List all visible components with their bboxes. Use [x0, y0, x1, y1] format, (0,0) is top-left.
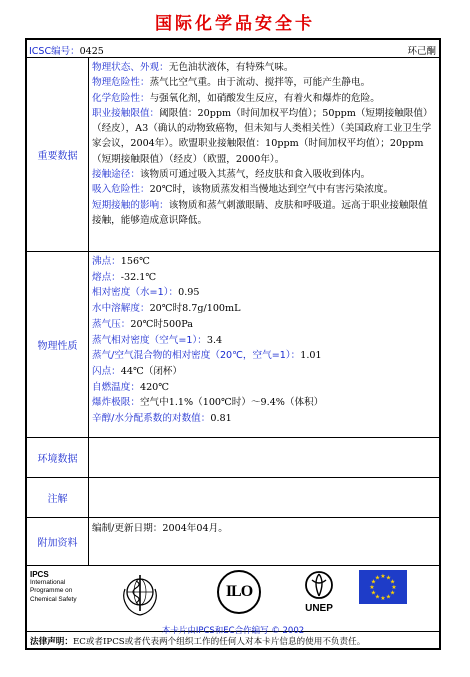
section-important: [27, 58, 439, 252]
property-item: 蒸气压：20℃时500Pa: [92, 318, 193, 330]
important-item: 物理状态、外观：无色油状液体，有特殊气味。: [92, 62, 294, 73]
eu-star-icon: ★: [380, 573, 386, 581]
eu-flag-icon: [359, 570, 407, 604]
eu-star-icon: ★: [370, 578, 377, 586]
property-item: 蒸气相对密度（空气=1）：3.4: [92, 334, 223, 346]
important-item: 物理危险性：蒸气比空气重。由于流动、搅拌等，可能产生静电。: [92, 77, 371, 89]
section-physical-body: [89, 252, 439, 437]
eu-star-icon: ★: [370, 589, 377, 597]
section-extra-body: 编制/更新日期：2004年04月。: [92, 523, 228, 534]
unep-logo: UNEP: [297, 570, 341, 614]
unep-emblem-icon: [304, 570, 334, 600]
property-item: 闪点：44℃（闭杯）: [92, 365, 183, 377]
property-item: 自燃温度：420℃: [92, 381, 170, 393]
icsc-label: ICSC编号：: [29, 46, 80, 57]
section-label: 注解: [27, 478, 89, 517]
section-label: 物理性质: [27, 252, 89, 437]
important-item: 化学危险性：与强氧化剂，如硝酸发生反应，有着火和爆炸的危险。: [92, 92, 380, 104]
section-environment-body: [89, 438, 439, 477]
eu-star-icon: ★: [389, 589, 396, 597]
section-extra: [27, 518, 439, 566]
important-item: 职业接触限值：阈限值：20ppm（时间加权平均值）；50ppm（短期接触限值）（经皮），A3（确认的动物致癌物，但未知与人类相关性）（美国政府工业卫生学家会议，2004年）。欧盟职业接触限值：10ppm（时间加权平均值）；20ppm（短期接触限值）（经皮）（欧盟，2000年）。: [92, 107, 433, 165]
section-notes-body: [89, 478, 439, 517]
eu-star-icon: ★: [391, 584, 397, 592]
cooperation-caption: 本卡片由IPCS和EC合作编写 © 2002: [161, 626, 305, 636]
eu-star-icon: ★: [380, 595, 386, 603]
important-item: 吸入危险性：20℃时，该物质蒸发相当慢地达到空气中有害污染浓度。: [92, 184, 394, 196]
property-item: 水中溶解度：20℃时8.7g/100mL: [92, 303, 241, 315]
eu-star-icon: ★: [385, 593, 392, 601]
card-title: 国际化学品安全卡: [155, 14, 315, 34]
section-environment: [27, 438, 439, 478]
eu-star-icon: ★: [374, 593, 381, 601]
section-label: 重要数据: [27, 58, 89, 251]
property-item: 沸点：156℃: [92, 256, 150, 267]
legal-label: 法律声明：: [30, 637, 73, 647]
section-physical: [27, 252, 439, 438]
section-label: 附加资料: [27, 518, 89, 565]
eu-star-icon: ★: [389, 578, 396, 586]
property-item: 辛醇/水分配系数的对数值：0.81: [92, 413, 232, 425]
header-row: [27, 40, 439, 58]
section-notes: [27, 478, 439, 518]
safety-card: [25, 38, 441, 650]
important-item: 短期接触的影响：该物质和蒸气刺激眼睛、皮肤和呼吸道。远高于职业接触限值接触，能够造成意识降低。: [92, 199, 428, 226]
section-important-body: [89, 58, 439, 251]
icsc-number: 0425: [79, 46, 104, 57]
legal-text: EC或者IPCS或者代表两个组织工作的任何人对本卡片信息的使用不负责任。: [72, 637, 366, 647]
ipcs-logo: IPCS International Programme on Chemical Safety: [30, 570, 77, 603]
important-item: 接触途径：该物质可通过吸入其蒸气，经皮肤和食入吸收到体内。: [92, 169, 371, 181]
substance-name: 环己酮: [407, 46, 436, 57]
section-label: 环境数据: [27, 438, 89, 477]
eu-star-icon: ★: [385, 574, 392, 582]
property-item: 爆炸极限：空气中1.1%（100℃时）～9.4%（体积）: [92, 397, 324, 409]
ilo-logo: ILO: [217, 570, 261, 614]
property-item: 熔点：-32.1℃: [92, 271, 157, 283]
property-item: 蒸气/空气混合物的相对密度（20℃，空气=1）：1.01: [92, 350, 322, 362]
who-emblem-icon: [115, 569, 165, 617]
property-item: 相对密度（水=1）：0.95: [92, 287, 200, 299]
eu-star-icon: ★: [374, 574, 381, 582]
eu-star-icon: ★: [369, 584, 375, 592]
legal-row: [27, 632, 439, 650]
footer-logos: [27, 566, 439, 636]
